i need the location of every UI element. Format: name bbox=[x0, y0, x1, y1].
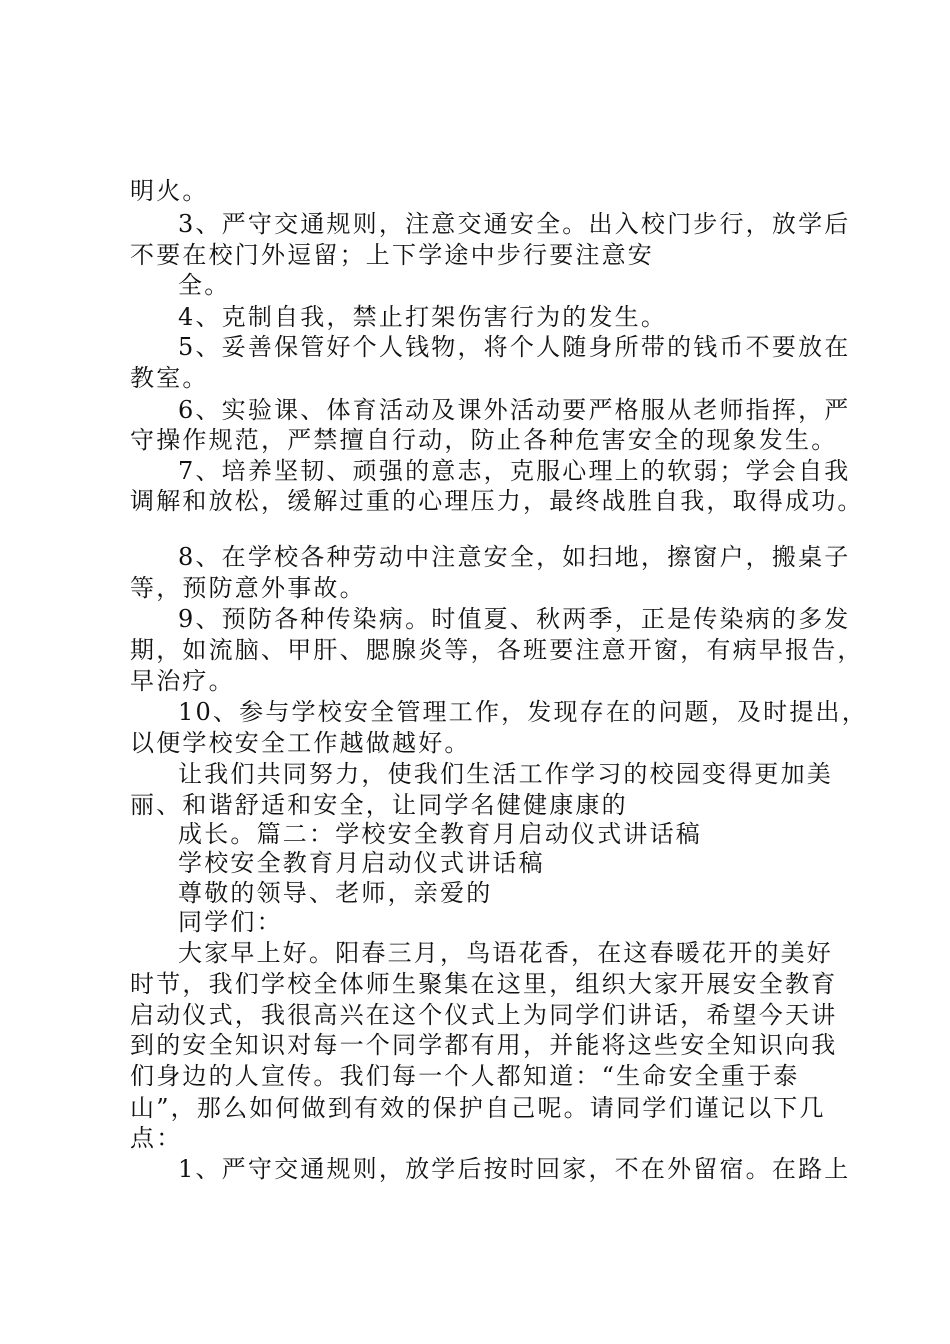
text-line: 3、严守交通规则，注意交通安全。出入校门步行，放学后 bbox=[178, 210, 851, 238]
text-line: 9、预防各种传染病。时值夏、秋两季，正是传染病的多发 bbox=[178, 605, 851, 633]
text-line: 4、克制自我，禁止打架伤害行为的发生。 bbox=[178, 303, 668, 331]
text-line: 5、妥善保管好个人钱物，将个人随身所带的钱币不要放在 bbox=[178, 333, 851, 361]
text-line: 启动仪式，我很高兴在这个仪式上为同学们讲话，希望今天讲 bbox=[130, 1001, 838, 1029]
text-line: 山”，那么如何做到有效的保护自己呢。请同学们谨记以下几 bbox=[130, 1094, 826, 1122]
text-line: 不要在校门外逗留；上下学途中步行要注意安 bbox=[130, 241, 654, 269]
text-line: 明火。 bbox=[130, 177, 209, 205]
text-line: 期，如流脑、甲肝、腮腺炎等，各班要注意开窗，有病早报告， bbox=[130, 636, 864, 664]
text-line: 学校安全教育月启动仪式讲话稿 bbox=[178, 849, 545, 877]
text-line: 点： bbox=[130, 1124, 183, 1152]
text-line: 到的安全知识对每一个同学都有用，并能将这些安全知识向我 bbox=[130, 1031, 838, 1059]
text-line: 7、培养坚韧、顽强的意志，克服心理上的软弱；学会自我 bbox=[178, 457, 851, 485]
text-line: 8、在学校各种劳动中注意安全，如扫地，擦窗户，搬桌子 bbox=[178, 543, 851, 571]
text-line: 让我们共同努力，使我们生活工作学习的校园变得更加美 bbox=[178, 760, 833, 788]
text-line: 教室。 bbox=[130, 364, 209, 392]
text-line: 时节，我们学校全体师生聚集在这里，组织大家开展安全教育 bbox=[130, 970, 838, 998]
text-line: 守操作规范，严禁擅自行动，防止各种危害安全的现象发生。 bbox=[130, 426, 838, 454]
text-line: 以便学校安全工作越做越好。 bbox=[130, 729, 471, 757]
text-line: 早治疗。 bbox=[130, 667, 235, 695]
text-line: 6、实验课、体育活动及课外活动要严格服从老师指挥，严 bbox=[178, 396, 851, 424]
text-line: 大家早上好。阳春三月，鸟语花香，在这春暖花开的美好 bbox=[178, 939, 833, 967]
text-line: 10、参与学校安全管理工作，发现存在的问题，及时提出， bbox=[178, 698, 868, 726]
text-line: 们身边的人宣传。我们每一个人都知道：“生命安全重于泰 bbox=[130, 1062, 800, 1090]
text-line: 丽、和谐舒适和安全，让同学名健健康康的 bbox=[130, 791, 628, 819]
text-line: 成长。篇二：学校安全教育月启动仪式讲话稿 bbox=[178, 820, 702, 848]
text-line: 全。 bbox=[178, 271, 231, 299]
text-line: 等，预防意外事故。 bbox=[130, 574, 366, 602]
text-line: 尊敬的领导、老师，亲爱的 bbox=[178, 879, 493, 907]
text-line: 同学们： bbox=[178, 908, 283, 936]
text-line: 调解和放松，缓解过重的心理压力，最终战胜自我，取得成功。 bbox=[130, 487, 864, 515]
text-line: 1、严守交通规则，放学后按时回家，不在外留宿。在路上 bbox=[178, 1155, 851, 1183]
